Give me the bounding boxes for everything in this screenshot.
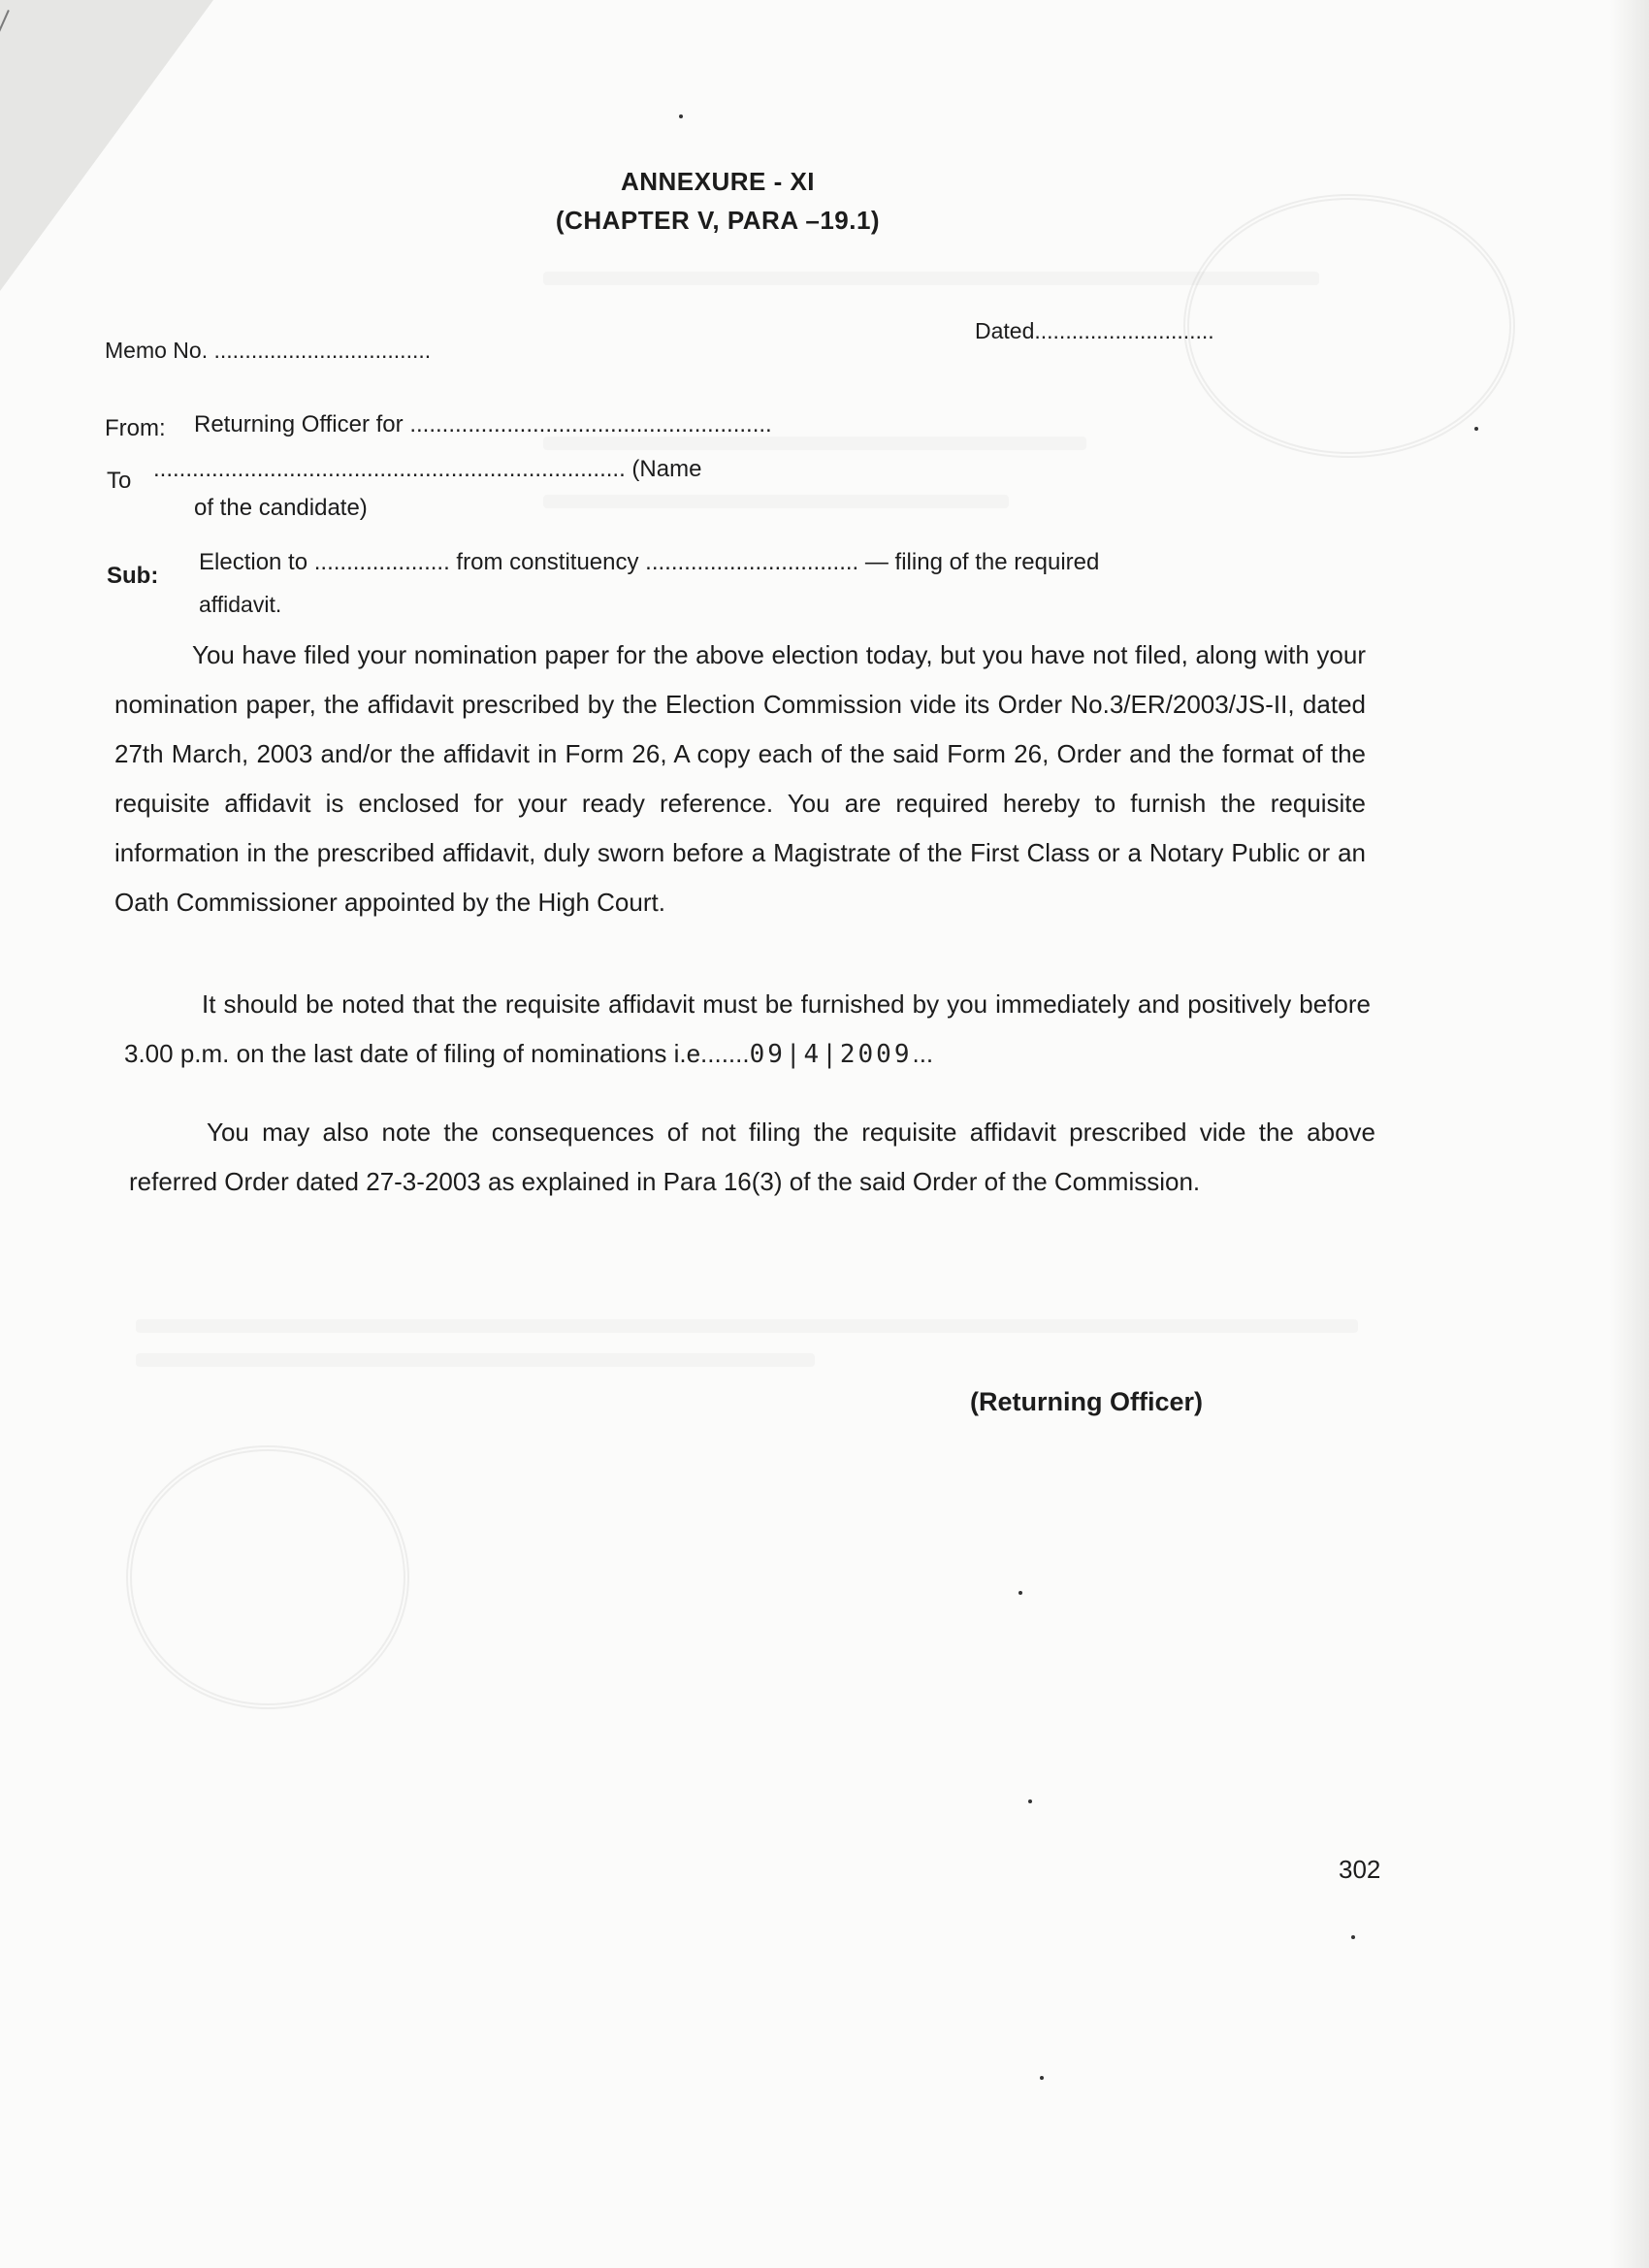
- paragraph-1-text: You have filed your nomination paper for the above election today, but you have not filed, along with your nomination paper, the affidavit prescribed by the Election Commission vide its Order No.3/ER/2003/JS-II, dated 27th March, 2003 and/or the affidavit in Form 26, A copy each of the said Form 26, Order and the format of the requisite affidavit is enclosed for your ready reference. You are required hereby to furnish the requisite information in the prescribed affidavit, duly sworn before a Magistrate of the First Class or a Notary Public or an Oath Commissioner appointed by the High Court.: [114, 640, 1366, 917]
- scan-speck: [1028, 1799, 1032, 1803]
- bleed-through-seal: [126, 1445, 409, 1709]
- to-label: To: [107, 468, 132, 494]
- signature-line: (Returning Officer): [970, 1387, 1203, 1416]
- paragraph-2-text: It should be noted that the requisite affidavit must be furnished by you immediately and positively before 3.00 p.m. on the last date of filing of nominations i.e.......: [124, 989, 1371, 1068]
- scan-speck: [1474, 427, 1478, 431]
- to-candidate-name: ......................................................................... (Name: [153, 456, 702, 482]
- subject-text: Election to ..................... from constituency ................................. — filing of the required: [199, 549, 1100, 575]
- bleed-through-text: [543, 495, 1009, 508]
- body-paragraph-3: [129, 1108, 1375, 1207]
- scan-speck: [1351, 1935, 1355, 1939]
- subject-label: Sub:: [107, 563, 159, 589]
- from-label: From:: [105, 415, 166, 441]
- page-edge-shadow: [1610, 0, 1649, 2268]
- page-number: 302: [1339, 1855, 1381, 1884]
- bleed-through-text: [543, 437, 1086, 450]
- scan-speck: [1040, 2076, 1044, 2080]
- dated-field: Dated.............................: [975, 318, 1214, 343]
- from-returning-officer: Returning Officer for ........................................................: [194, 411, 772, 437]
- handwritten-date: 09|4|2009: [749, 1040, 913, 1069]
- scan-speck: [1018, 1591, 1022, 1595]
- body-paragraph-2: It should be noted that the requisite affidavit must be furnished by you immediately and positively before 3.00 p.m. on the last date of filing of nominations i.e.......09|4|2009...: [124, 989, 1371, 1069]
- folded-corner: [0, 0, 213, 291]
- body-paragraph-1: [114, 631, 1366, 927]
- annexure-title: ANNEXURE - XI: [620, 167, 816, 196]
- memo-number: Memo No. ...................................: [105, 338, 432, 363]
- subject-cont: affidavit.: [199, 592, 282, 617]
- scan-speck: [679, 114, 683, 118]
- bleed-through-text: [136, 1353, 815, 1367]
- chapter-reference: (CHAPTER V, PARA –19.1): [555, 206, 881, 235]
- bleed-through-text: [136, 1319, 1358, 1333]
- to-candidate-cont: of the candidate): [194, 495, 368, 521]
- paragraph-3-text: You may also note the consequences of not filing the requisite affidavit prescribed vide the above referred Order dated 27-3-2003 as explained in Para 16(3) of the said Order of the Commission.: [129, 1118, 1375, 1196]
- bleed-through-text: [543, 272, 1319, 285]
